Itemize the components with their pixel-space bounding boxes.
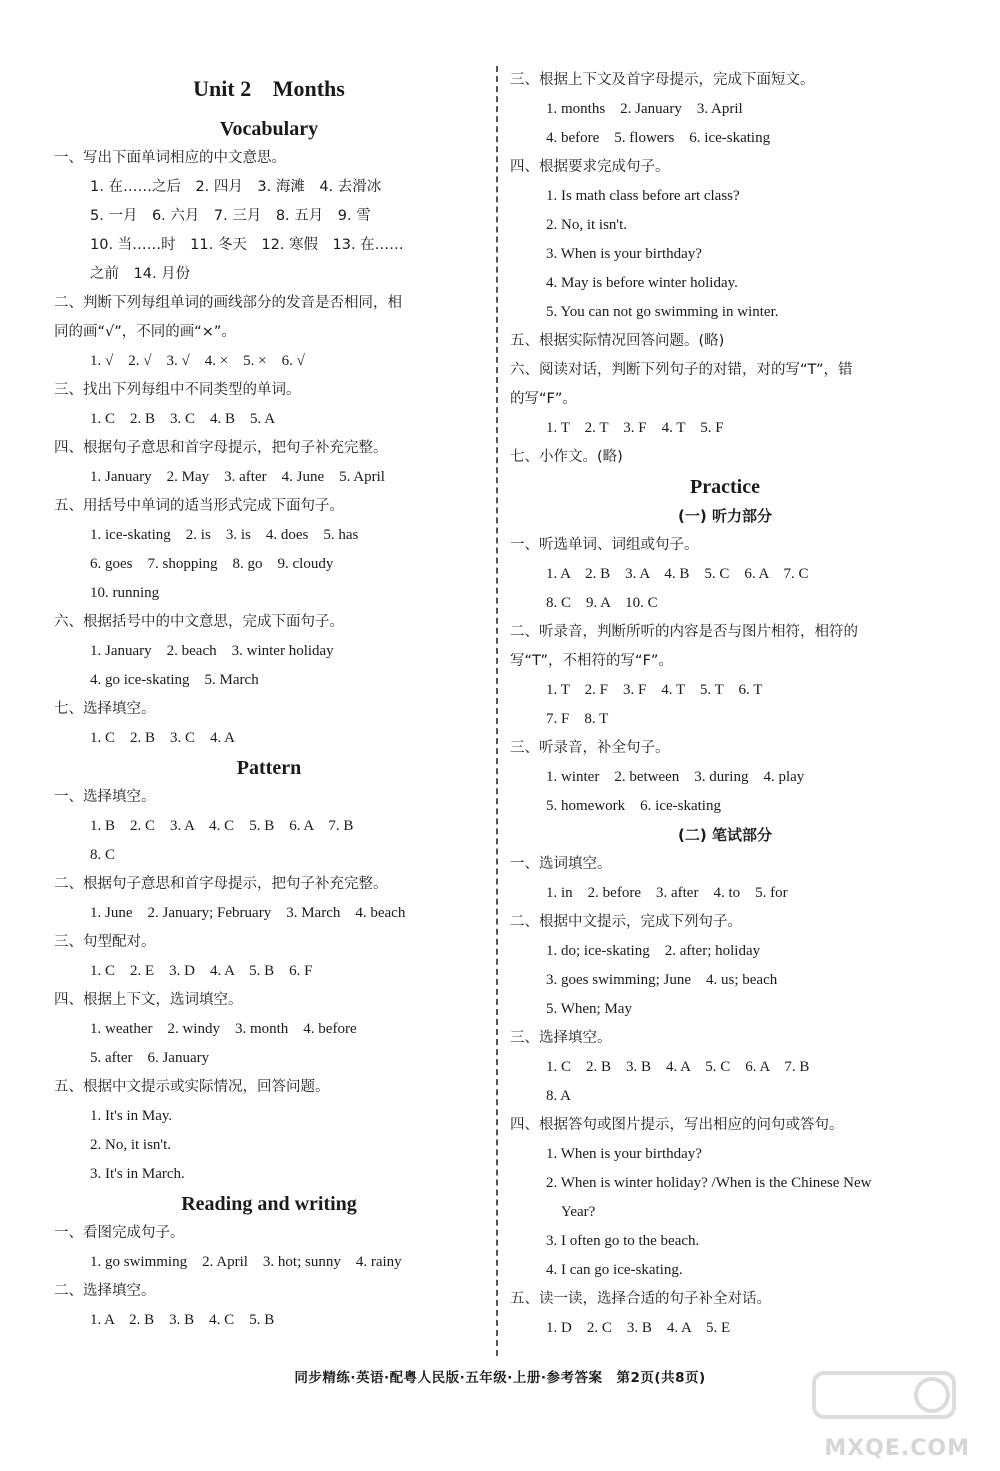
unit-name: Months	[272, 76, 345, 101]
question-heading: 三、根据上下文及首字母提示，完成下面短文。	[510, 72, 815, 88]
answer-line: 1. A 2. B 3. A 4. B 5. C 6. A 7. C	[546, 566, 809, 582]
question-heading: 一、写出下面单词相应的中文意思。	[54, 150, 286, 166]
watermark-text: MXQE.COM	[824, 1436, 970, 1461]
answer-line: 1. go swimming 2. April 3. hot; sunny 4. rainy	[90, 1254, 402, 1270]
question-heading: 三、找出下列每组中不同类型的单词。	[54, 382, 301, 398]
section-title-pattern: Pattern	[236, 757, 302, 779]
section-title-reading-writing: Reading and writing	[181, 1193, 357, 1215]
answer-line: 2. When is winter holiday? /When is the Chinese New	[546, 1175, 872, 1191]
answer-line: 1. It's in May.	[90, 1108, 173, 1124]
answer-line: 3. I often go to the beach.	[546, 1233, 700, 1249]
unit-title	[54, 74, 484, 104]
question-heading: 四、根据答句或图片提示，写出相应的问句或答句。	[510, 1117, 844, 1133]
page-footer: 同步精练·英语·配粤人民版·五年级·上册·参考答案 第2页(共8页)	[294, 1370, 706, 1386]
question-heading: 一、看图完成句子。	[54, 1225, 185, 1241]
answer-line: 之前 14. 月份	[90, 266, 191, 282]
question-heading: 七、选择填空。	[54, 701, 156, 717]
question-heading: 二、听录音，判断所听的内容是否与图片相符，相符的	[510, 624, 858, 640]
question-heading: 六、阅读对话，判断下列句子的对错，对的写“T”，错	[510, 362, 853, 378]
question-heading: 一、选择填空。	[54, 789, 156, 805]
answer-line: 1. do; ice-skating 2. after; holiday	[546, 943, 761, 959]
question-heading: 四、根据上下文，选词填空。	[54, 992, 243, 1008]
question-heading: 二、根据中文提示，完成下列句子。	[510, 914, 742, 930]
subsection-title-written: (二) 笔试部分	[678, 826, 772, 844]
answer-line: 1. January 2. May 3. after 4. June 5. April	[90, 469, 385, 485]
written-section	[510, 850, 940, 1343]
question-heading: 五、根据中文提示或实际情况，回答问题。	[54, 1079, 330, 1095]
question-heading: 五、用括号中单词的适当形式完成下面句子。	[54, 498, 344, 514]
answer-line: 1. January 2. beach 3. winter holiday	[90, 643, 334, 659]
pattern-section	[54, 783, 484, 1189]
answer-line: 1. D 2. C 3. B 4. A 5. E	[546, 1320, 731, 1336]
answer-line: 5. You can not go swimming in winter.	[546, 304, 779, 320]
answer-line: 1. months 2. January 3. April	[546, 101, 743, 117]
right-column	[510, 66, 940, 1343]
answer-line: 5. homework 6. ice-skating	[546, 798, 721, 814]
answer-line: 8. A	[546, 1088, 572, 1104]
answer-line: 3. goes swimming; June 4. us; beach	[546, 972, 778, 988]
answer-line: 4. May is before winter holiday.	[546, 275, 738, 291]
answer-line: 1. weather 2. windy 3. month 4. before	[90, 1021, 357, 1037]
answer-line: 10. 当……时 11. 冬天 12. 寒假 13. 在……	[90, 237, 404, 253]
question-heading: 二、选择填空。	[54, 1283, 156, 1299]
question-heading: 三、选择填空。	[510, 1030, 612, 1046]
answer-line: 6. goes 7. shopping 8. go 9. cloudy	[90, 556, 334, 572]
question-heading: 二、根据句子意思和首字母提示，把句子补充完整。	[54, 876, 388, 892]
question-heading-continued: 同的画“√”，不同的画“×”。	[54, 324, 236, 340]
answer-line: 8. C 9. A 10. C	[546, 595, 658, 611]
answer-line: 1. B 2. C 3. A 4. C 5. B 6. A 7. B	[90, 818, 354, 834]
section-title-practice: Practice	[690, 476, 760, 498]
answer-line: 5. 一月 6. 六月 7. 三月 8. 五月 9. 雪	[90, 208, 371, 224]
answer-line: 1. √ 2. √ 3. √ 4. × 5. × 6. √	[90, 353, 305, 369]
question-heading: 二、判断下列每组单词的画线部分的发音是否相同，相	[54, 295, 402, 311]
question-heading: 一、听选单词、词组或句子。	[510, 537, 699, 553]
question-heading-continued: 的写“F”。	[510, 391, 577, 407]
section-title-vocabulary: Vocabulary	[219, 118, 319, 140]
question-heading: 五、读一读，选择合适的句子补全对话。	[510, 1291, 771, 1307]
answer-line: 1. June 2. January; February 3. March 4. beach	[90, 905, 406, 921]
vocabulary-section	[54, 144, 484, 753]
listening-section	[510, 531, 940, 821]
answer-line: 3. When is your birthday?	[546, 246, 702, 262]
answer-line: 1. C 2. B 3. B 4. A 5. C 6. A 7. B	[546, 1059, 810, 1075]
question-heading: 五、根据实际情况回答问题。(略)	[510, 333, 725, 349]
answer-line: 1. in 2. before 3. after 4. to 5. for	[546, 885, 788, 901]
answer-line: 8. C	[90, 847, 116, 863]
answer-line: 1. T 2. F 3. F 4. T 5. T 6. T	[546, 682, 763, 698]
reading-writing-continued	[510, 66, 940, 472]
answer-line: 10. running	[90, 585, 160, 601]
answer-line: 2. No, it isn't.	[546, 217, 628, 233]
answer-line: 1. Is math class before art class?	[546, 188, 740, 204]
reading-writing-section	[54, 1219, 484, 1335]
answer-line: 1. ice-skating 2. is 3. is 4. does 5. has	[90, 527, 359, 543]
answer-line: 1. C 2. B 3. C 4. B 5. A	[90, 411, 276, 427]
column-divider	[496, 66, 498, 1356]
answer-line: 1. T 2. T 3. F 4. T 5. F	[546, 420, 724, 436]
question-heading: 四、根据要求完成句子。	[510, 159, 670, 175]
subsection-title-listening: (一) 听力部分	[678, 507, 772, 525]
question-heading: 三、句型配对。	[54, 934, 156, 950]
answer-line: 4. before 5. flowers 6. ice-skating	[546, 130, 771, 146]
question-heading: 一、选词填空。	[510, 856, 612, 872]
answer-line: 1. winter 2. between 3. during 4. play	[546, 769, 805, 785]
left-column	[54, 66, 484, 1335]
question-heading-continued: 写“T”，不相符的写“F”。	[510, 653, 673, 669]
answer-line: 5. When; May	[546, 1001, 632, 1017]
answer-line: 2. No, it isn't.	[90, 1137, 172, 1153]
answer-line: 4. go ice-skating 5. March	[90, 672, 259, 688]
answer-line: 7. F 8. T	[546, 711, 609, 727]
answer-line: 1. C 2. B 3. C 4. A	[90, 730, 236, 746]
answer-line: 5. after 6. January	[90, 1050, 210, 1066]
answer-line: 3. It's in March.	[90, 1166, 185, 1182]
answer-line: 1. When is your birthday?	[546, 1146, 702, 1162]
unit-number: Unit 2	[193, 76, 252, 101]
question-heading: 七、小作文。(略)	[510, 449, 623, 465]
answer-line: Year?	[546, 1204, 596, 1220]
answer-line: 1. C 2. E 3. D 4. A 5. B 6. F	[90, 963, 313, 979]
answer-line: 1. 在……之后 2. 四月 3. 海滩 4. 去滑冰	[90, 179, 382, 195]
answer-line: 4. I can go ice-skating.	[546, 1262, 683, 1278]
question-heading: 三、听录音，补全句子。	[510, 740, 670, 756]
question-heading: 六、根据括号中的中文意思，完成下面句子。	[54, 614, 344, 630]
question-heading: 四、根据句子意思和首字母提示，把句子补充完整。	[54, 440, 388, 456]
answer-line: 1. A 2. B 3. B 4. C 5. B	[90, 1312, 275, 1328]
